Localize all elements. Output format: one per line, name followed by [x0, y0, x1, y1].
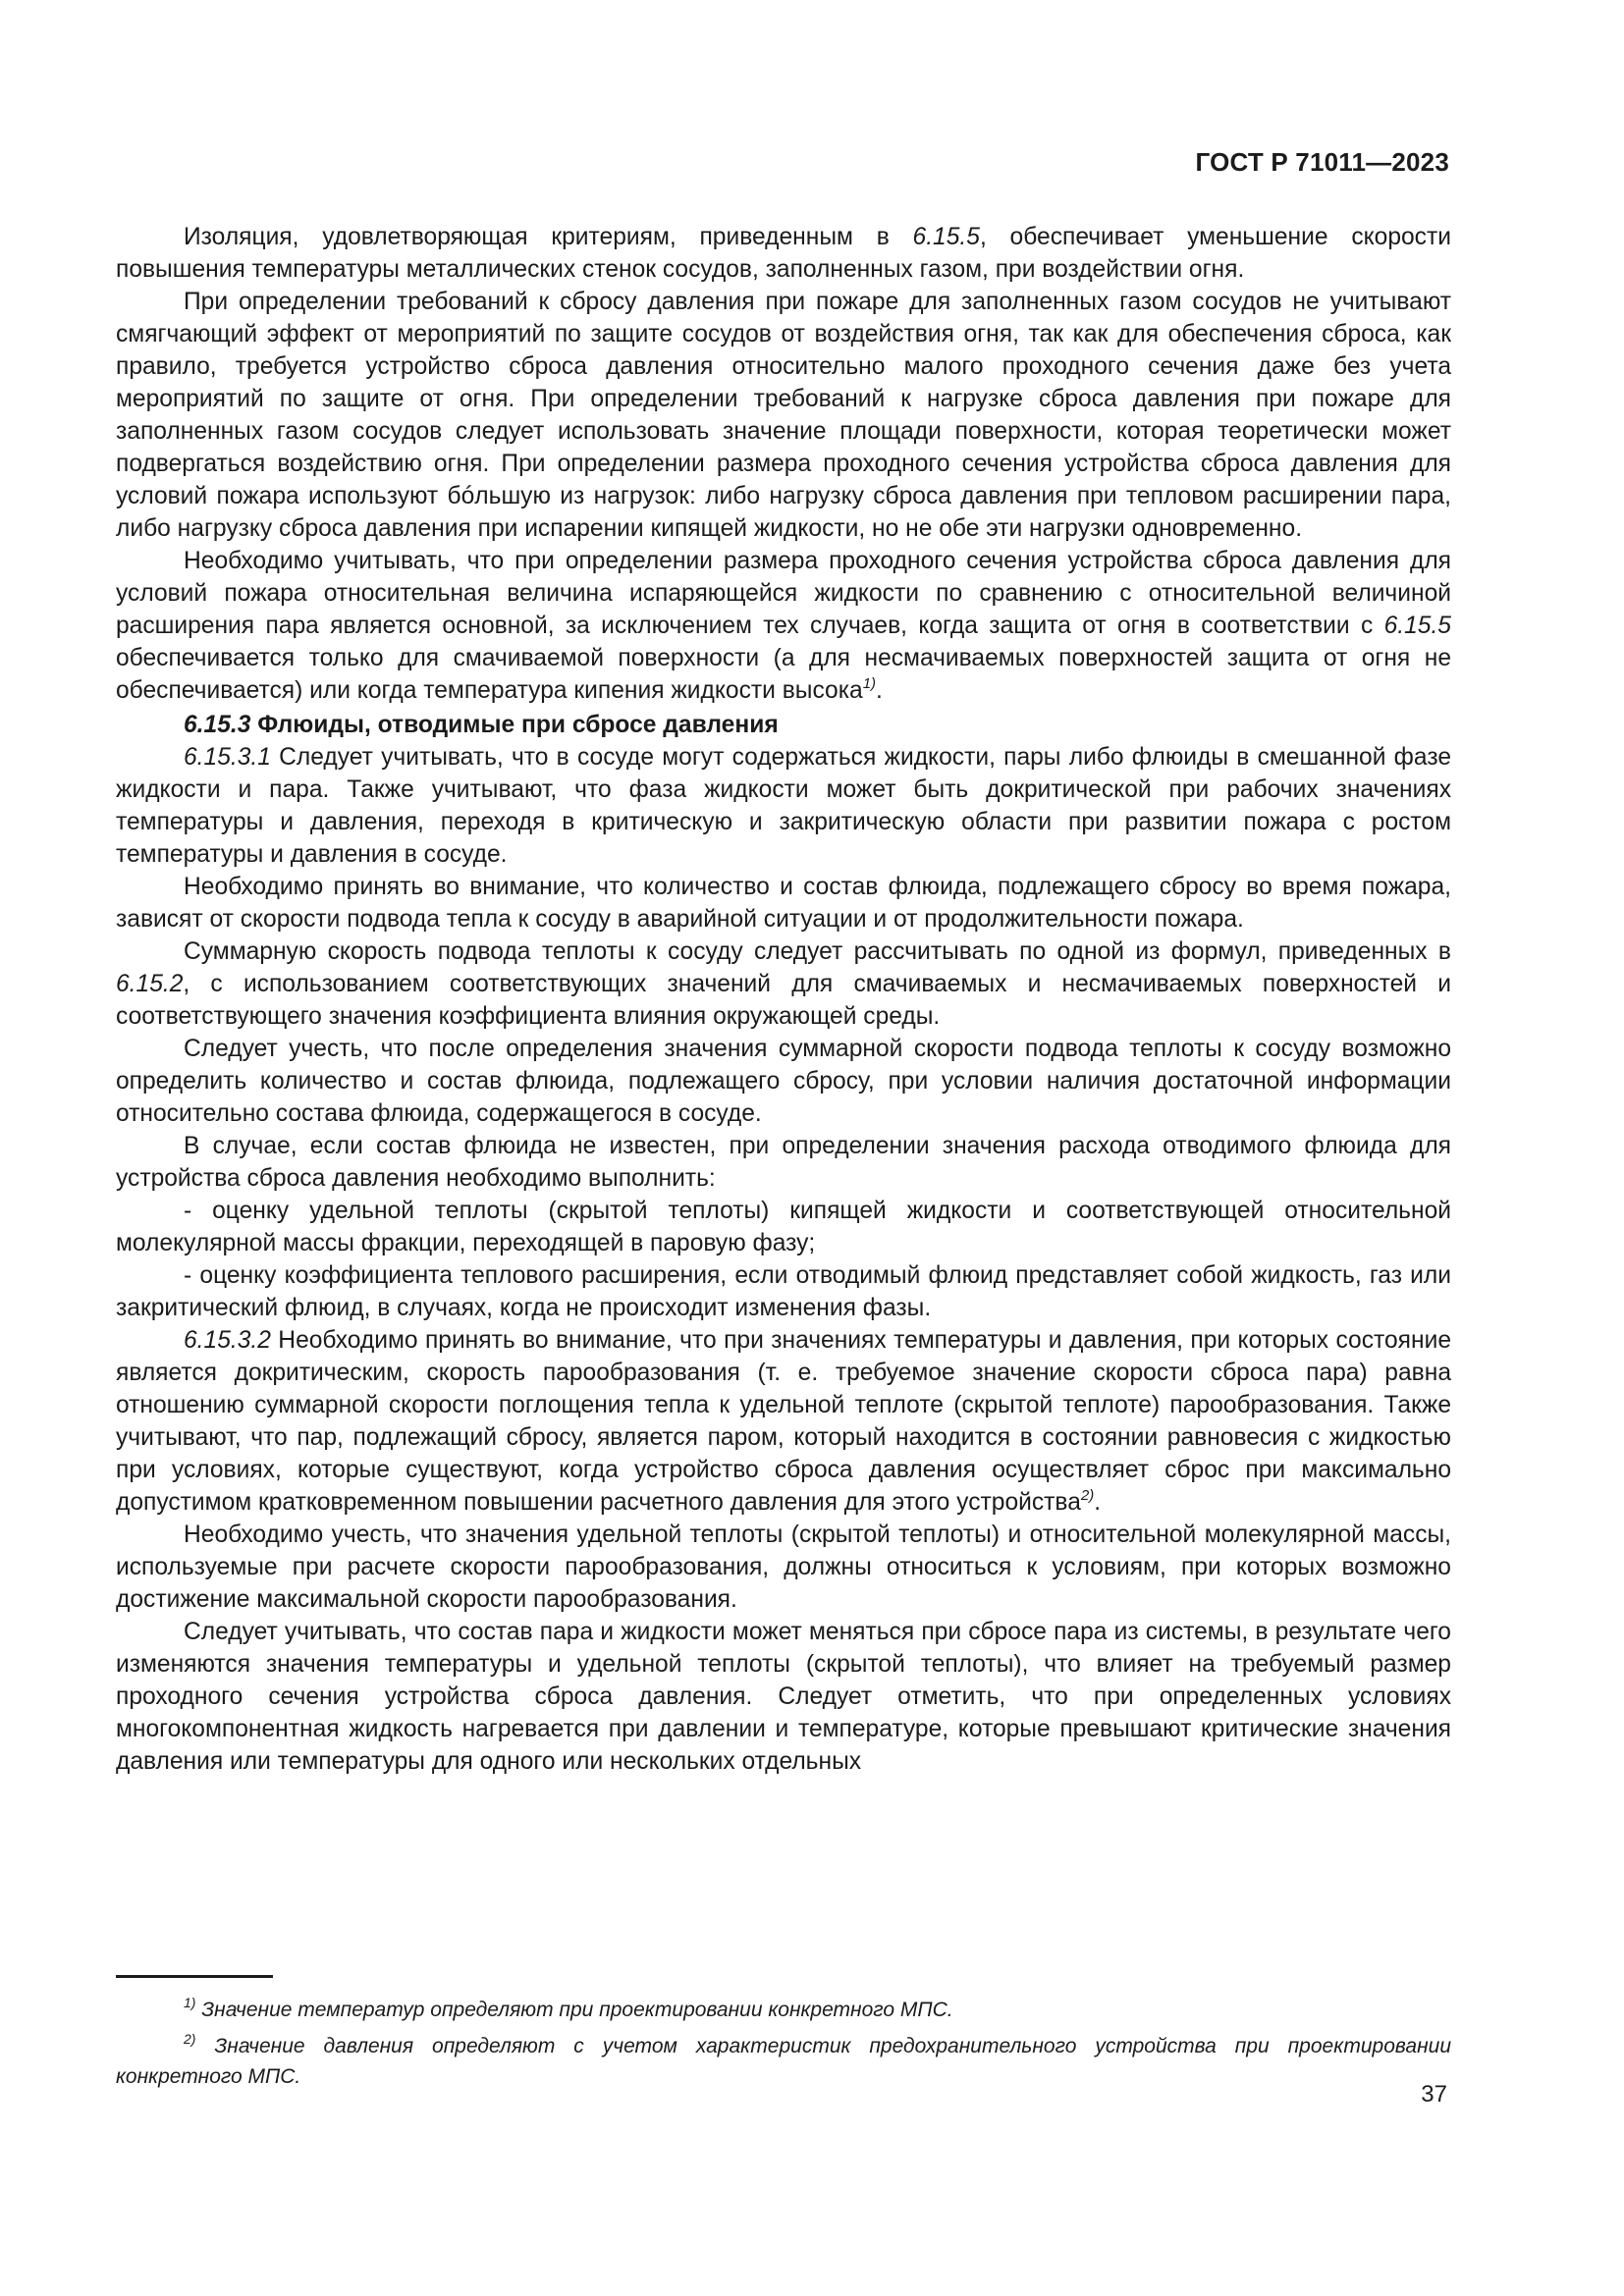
text-run: .	[1094, 1489, 1102, 1516]
text-run: Следует учитывать, что в сосуде могут содержаться жидкости, пары либо флюиды в смешанной фазе жидкости и пара. Также учитывают, что фаза жидкости может быть докритической при рабочих значениях температуры и давления, переходя в критическую и закритическую области при развитии пожара с ростом температуры и давления в сосуде.	[116, 744, 1451, 868]
list-item: - оценку коэффициента теплового расширения, если отводимый флюид представляет собой жидкость, газ или закритический флюид, в случаях, когда не происходит изменения фазы.	[116, 1262, 1451, 1321]
paragraph: В случае, если состав флюида не известен, при определении значения расхода отводимого флюида для устройства сброса давления необходимо выполнить:	[116, 1133, 1451, 1192]
footnote-marker: 1)	[862, 675, 877, 692]
clause-reference: 6.15.5	[912, 224, 980, 250]
document-header: ГОСТ Р 71011—2023	[1195, 147, 1449, 177]
text-run: Необходимо принять во внимание, что при значениях температуры и давления, при которых состояние является докритическим, скорость парообразования (т. е. требуемое значение скорости сброса пара) равна отношению суммарной скорости поглощения тепла к удельной теплоте (скрытой теплоте) парообразования. Также учитывают, что пар, подлежащий сбросу, является паром, который находится в состоянии равновесия с жидкостью при условиях, которые существуют, когда устройство сброса давления осуществляет сброс при максимально допустимом кратковременном повышении расчетного давления для этого устройства	[116, 1327, 1451, 1516]
footnote	[116, 2031, 1451, 2092]
footnote	[116, 1995, 1451, 2025]
footnote-marker: 1)	[184, 1995, 196, 2010]
text-run: , обеспечивает уменьшение скорости повышения температуры металлических стенок сосудов, заполненных газом, при воздействии огня.	[116, 224, 1451, 283]
text-run: Суммарную скорость подвода теплоты к сосуду следует рассчитывать по одной из формул, приведенных в	[184, 938, 1451, 965]
main-text	[116, 221, 1451, 1778]
paragraph: Необходимо учесть, что значения удельной теплоты (скрытой теплоты) и относительной молекулярной массы, используемые при расчете скорости парообразования, должны относиться к условиям, при которых возможно достижение максимальной скорости парообразования.	[116, 1522, 1451, 1613]
footnotes	[116, 1995, 1451, 2098]
footnote-marker: 2)	[184, 2031, 196, 2047]
text-run: , с использованием соответствующих значений для смачиваемых и несмачиваемых поверхностей и соответствующего значения коэффициента влияния окружающей среды.	[116, 971, 1451, 1030]
clause-number: 6.15.3.1	[184, 744, 271, 771]
paragraph	[116, 935, 1451, 1033]
section-number: 6.15.3	[184, 712, 251, 738]
section-title: Флюиды, отводимые при сбросе давления	[250, 712, 779, 738]
paragraph: Следует учесть, что после определения значения суммарной скорости подвода теплоты к сосуду возможно определить количество и состав флюида, подлежащего сбросу, при условии наличия достаточной информации относительно состава флюида, содержащегося в сосуде.	[116, 1036, 1451, 1127]
text-run: .	[876, 677, 883, 704]
footnote-marker: 2)	[1080, 1487, 1095, 1504]
paragraph	[116, 1324, 1451, 1519]
paragraph	[116, 221, 1451, 286]
list-item: - оценку удельной теплоты (скрытой теплоты) кипящей жидкости и соответствующей относительной молекулярной массы фракции, переходящей в паровую фазу;	[116, 1198, 1451, 1256]
paragraph	[116, 741, 1451, 871]
page-number: 37	[1421, 2081, 1447, 2108]
paragraph: Следует учитывать, что состав пара и жидкости может меняться при сбросе пара из системы, в результате чего изменяются значения температуры и удельной теплоты (скрытой теплоты), что влияет на требуемый размер проходного сечения устройства сброса давления. Следует отметить, что при определенных условиях многокомпонентная жидкость нагревается при давлении и температуре, которые превышают критические значения давления или температуры для одного или нескольких отдельных	[116, 1619, 1451, 1775]
paragraph: Необходимо принять во внимание, что количество и состав флюида, подлежащего сбросу во время пожара, зависят от скорости подвода тепла к сосуду в аварийной ситуации и от продолжительности пожара.	[116, 874, 1451, 933]
section-heading	[116, 709, 1451, 741]
text-run: Изоляция, удовлетворяющая критериям, приведенным в	[184, 224, 913, 250]
clause-number: 6.15.3.2	[184, 1327, 271, 1354]
text-run: обеспечивается только для смачиваемой поверхности (а для несмачиваемых поверхностей защита от огня не обеспечивается) или когда температура кипения жидкости высока	[116, 645, 1451, 704]
footnote-separator	[116, 1975, 273, 1978]
paragraph: При определении требований к сбросу давления при пожаре для заполненных газом сосудов не учитывают смягчающий эффект от мероприятий по защите сосудов от воздействия огня, так как для обеспечения сброса, как правило, требуется устройство сброса давления относительно малого проходного сечения даже без учета мероприятий по защите от огня. При определении требований к нагрузке сброса давления при пожаре для заполненных газом сосудов следует использовать значение площади поверхности, которая теоретически может подвергаться воздействию огня. При определении размера проходного сечения устройства сброса давления для условий пожара используют бóльшую из нагрузок: либо нагрузку сброса давления при тепловом расширении пара, либо нагрузку сброса давления при испарении кипящей жидкости, но не обе эти нагрузки одновременно.	[116, 289, 1451, 542]
footnote-text: Значение давления определяют с учетом характеристик предохранительного устройства при проектировании конкретного МПС.	[116, 2035, 1451, 2088]
footnote-text: Значение температур определяют при проектировании конкретного МПС.	[195, 1999, 953, 2021]
clause-reference: 6.15.5	[1383, 613, 1451, 639]
paragraph	[116, 545, 1451, 707]
clause-reference: 6.15.2	[116, 971, 184, 997]
text-run: Необходимо учитывать, что при определении размера проходного сечения устройства сброса давления для условий пожара относительная величина испаряющейся жидкости по сравнению с относительной величиной расширения пара является основной, за исключением тех случаев, когда защита от огня в соответствии с	[116, 548, 1451, 639]
